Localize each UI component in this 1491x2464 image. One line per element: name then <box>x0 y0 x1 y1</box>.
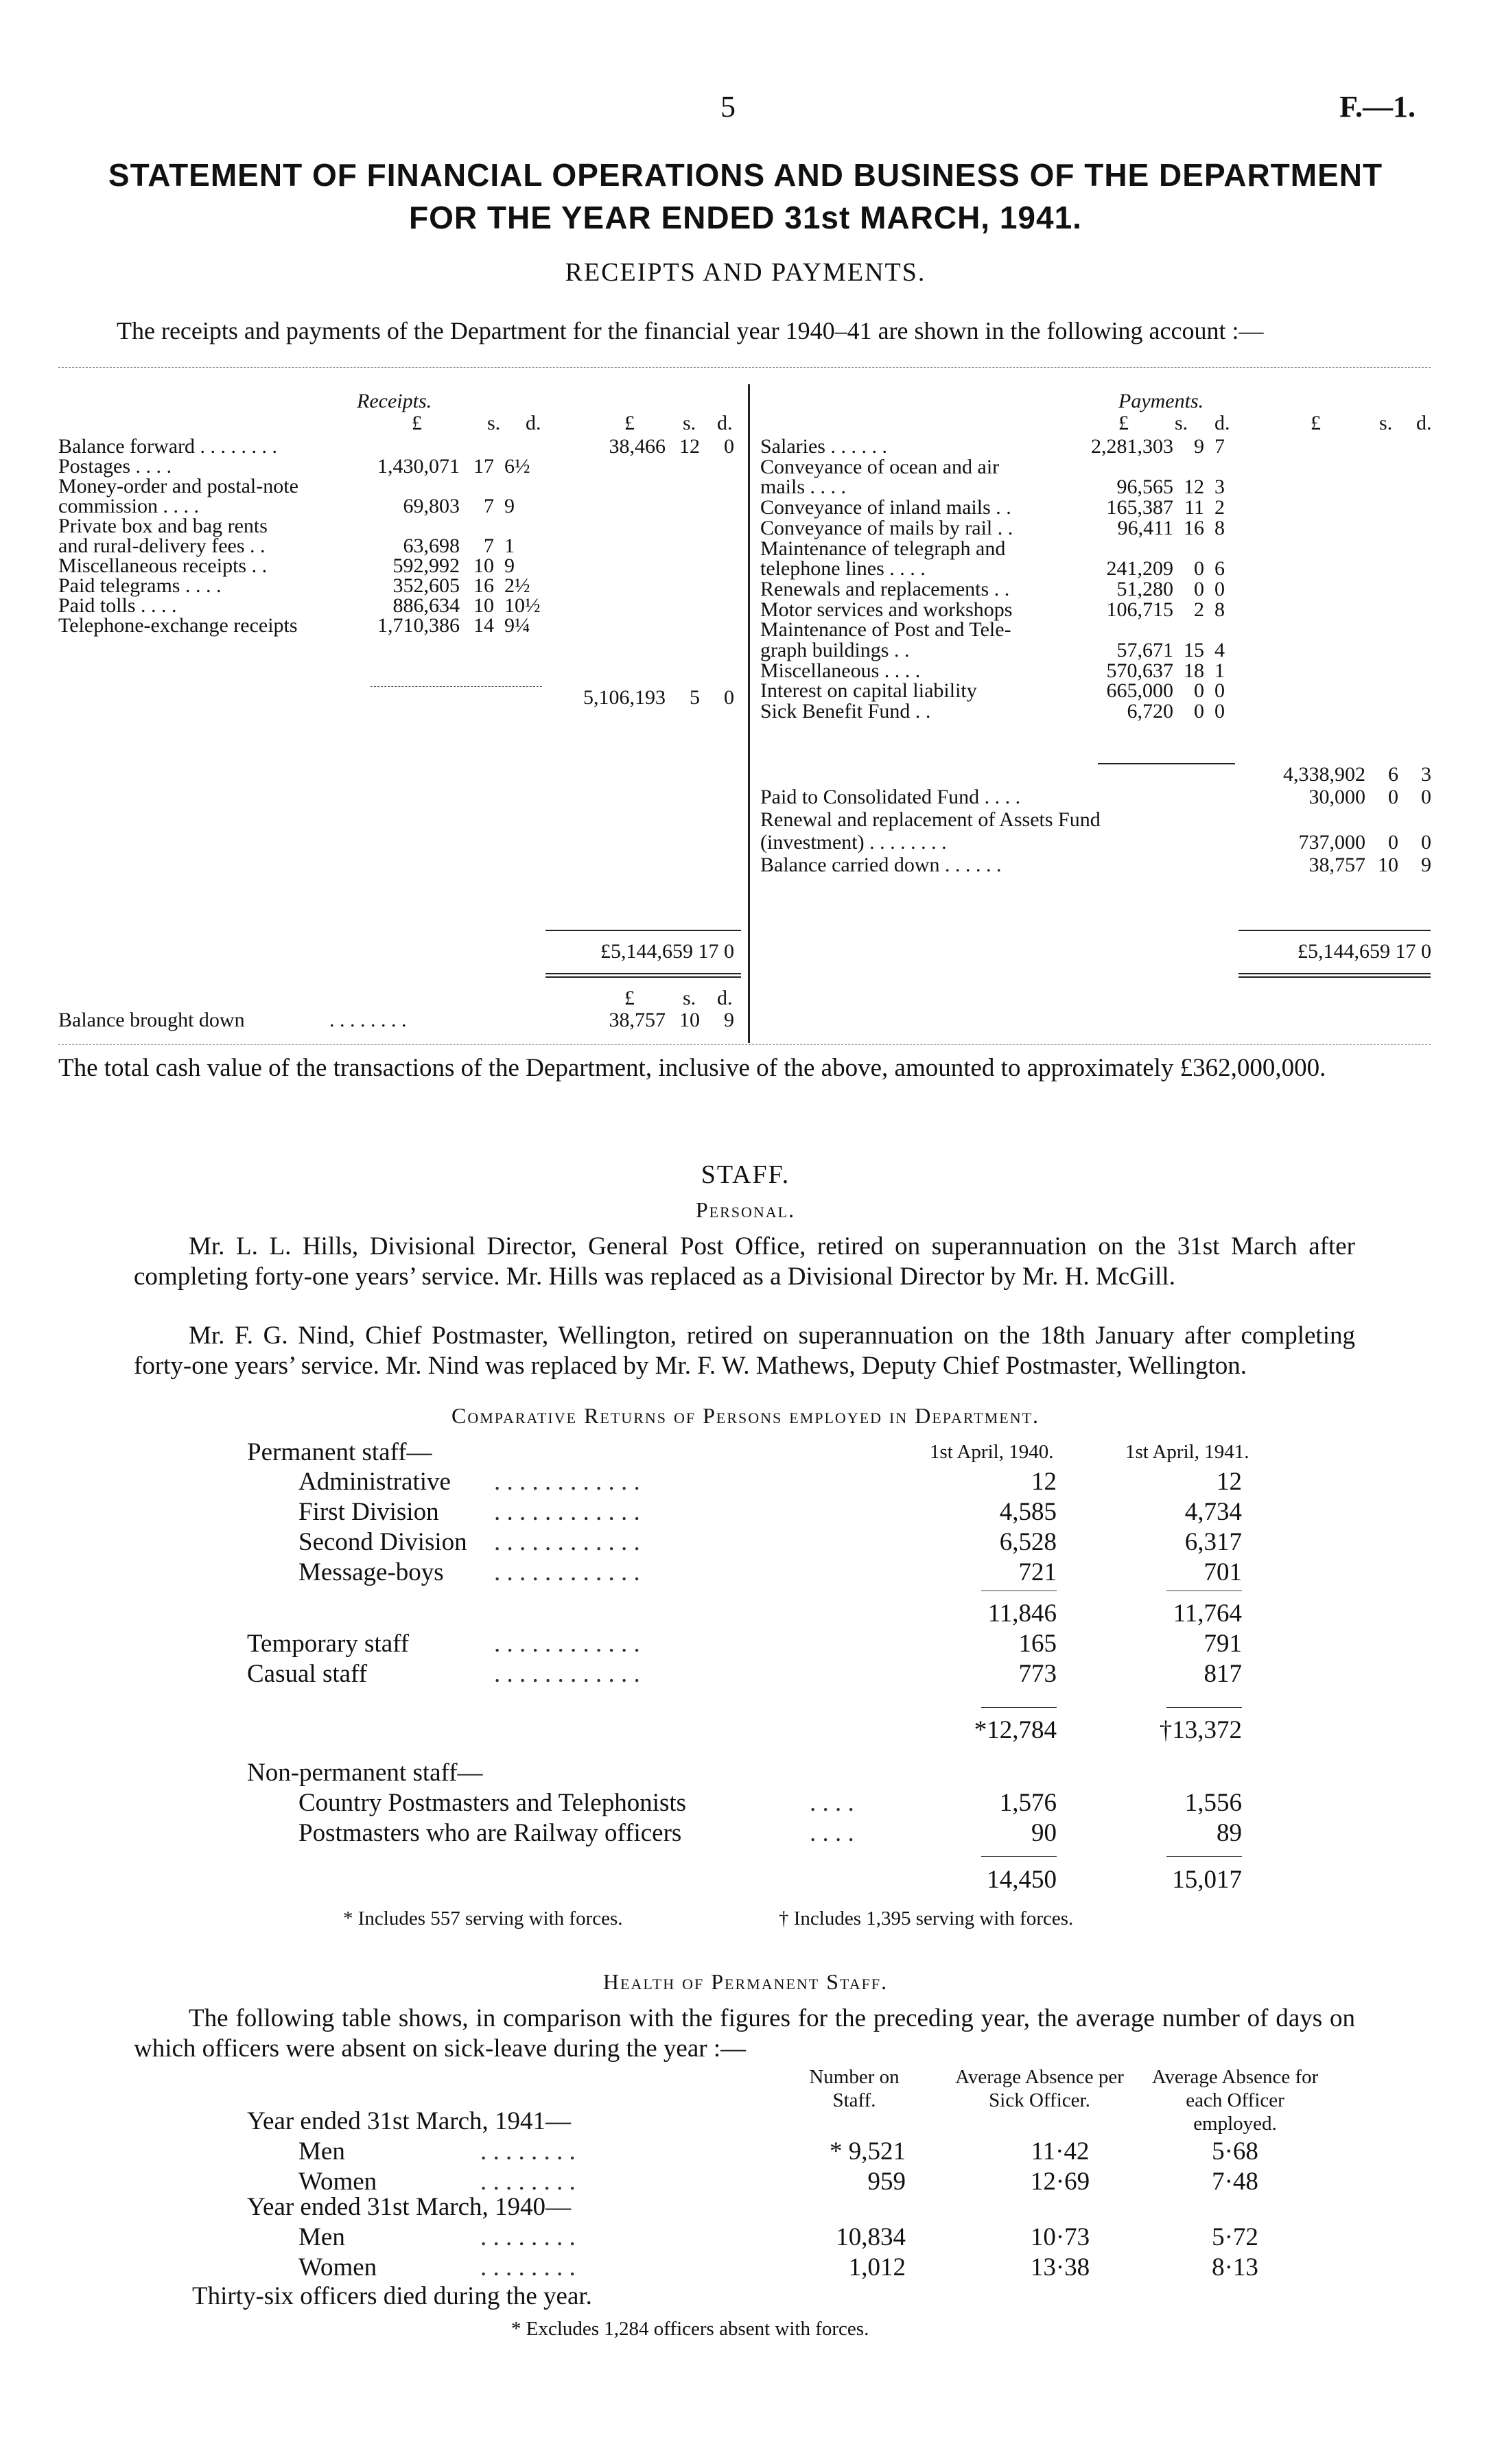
health-staff-number: 1,012 <box>848 2253 906 2281</box>
payment-pounds: 2,281,303 <box>1091 435 1173 458</box>
health-avg-per-officer: 7·48 <box>1212 2168 1258 2196</box>
payment-pounds: 106,715 <box>1106 598 1173 621</box>
payment-pounds: 57,671 <box>1116 639 1173 661</box>
leader-dots: . . . . . . . . <box>480 2137 576 2166</box>
receipt-pounds: 69,803 <box>403 495 460 517</box>
payment-pence: 7 <box>1214 435 1225 458</box>
payments-col-pound-2: £ <box>1311 412 1321 434</box>
payment-label: Salaries . . . . . . <box>760 435 887 458</box>
payment-pence: 4 <box>1214 639 1225 661</box>
payments-col-pence-1: d. <box>1214 412 1230 434</box>
payments-col-shilling-2: s. <box>1379 412 1393 434</box>
leader-dots: . . . . <box>810 1789 854 1817</box>
receipt-shillings: 17 <box>473 455 494 478</box>
grand-rule-1940 <box>981 1856 1057 1857</box>
receipt-shillings: 10 <box>473 594 494 617</box>
staff-category-label: Message-boys <box>298 1558 444 1586</box>
account-bottom-rule <box>58 1044 1431 1045</box>
receipts-col-pence-1: d. <box>526 412 541 434</box>
health-staff-number: 959 <box>867 2168 906 2196</box>
payment-pence: 2 <box>1214 496 1225 519</box>
leader-dots: . . . . . . . . . . . . <box>494 1498 640 1526</box>
title-line-2: FOR THE YEAR ENDED 31st MARCH, 1941. <box>409 200 1082 235</box>
receipt-label: Paid tolls . . . . <box>58 594 177 617</box>
receipt-shillings: 7 <box>484 535 494 557</box>
health-sex-label: Women <box>298 2168 377 2196</box>
balance-brought-down-label: Balance brought down <box>58 1009 245 1031</box>
receipt-label: Paid telegrams . . . . <box>58 574 222 597</box>
leader-dots: . . . . . . . . <box>480 2223 576 2251</box>
payment-label: Conveyance of inland mails . . <box>760 496 1011 519</box>
receipt-pounds: 592,992 <box>392 554 460 577</box>
receipt-shillings: 10 <box>473 554 494 577</box>
health-sex-label: Men <box>298 2223 345 2251</box>
subtotal-rule-1940 <box>981 1707 1057 1708</box>
receipt-pence: 6½ <box>504 455 530 478</box>
payment-pounds: 665,000 <box>1106 679 1173 703</box>
balance-forward-pence: 0 <box>724 435 734 458</box>
payment-pounds: 96,411 <box>1117 516 1173 539</box>
health-year-label: Year ended 31st March, 1940— <box>247 2193 572 2221</box>
receipt-pence: 9¼ <box>504 614 530 637</box>
receipt-pounds: 1,430,071 <box>377 455 460 478</box>
leader-dots: . . . . . . . . . . . . <box>494 1558 640 1586</box>
leader-dots: . . . . . . . . . . . . <box>494 1468 640 1496</box>
payment-shillings: 0 <box>1194 700 1204 723</box>
health-year-label: Year ended 31st March, 1941— <box>247 2107 572 2135</box>
payment-shillings: 0 <box>1194 577 1204 600</box>
payment-shillings: 9 <box>1194 435 1204 458</box>
balance-brought-down-dots: . . . . . . . . <box>329 1009 407 1031</box>
staff-count-1941: 1,556 <box>1184 1789 1242 1817</box>
payment-pence: 0 <box>1214 679 1225 703</box>
health-sex-label: Men <box>298 2137 345 2166</box>
staff-count-1941: 701 <box>1204 1558 1242 1586</box>
personal-heading: Personal. <box>695 1197 796 1222</box>
permanent-total-1941: 11,764 <box>1173 1599 1242 1628</box>
balance-forward-shillings: 12 <box>679 435 700 458</box>
receipt-shillings: 14 <box>473 614 494 637</box>
receipt-pounds: 1,710,386 <box>377 614 460 637</box>
payment-other-label: Balance carried down . . . . . . <box>760 854 1002 876</box>
staff-category-label: Second Division <box>298 1528 467 1556</box>
payment-other-shillings: 0 <box>1388 831 1398 854</box>
payment-pence: 3 <box>1214 476 1225 499</box>
staff-count-1940: 12 <box>1031 1468 1057 1496</box>
receipts-col-pence-2: d. <box>717 412 733 434</box>
payment-other-shillings: 10 <box>1378 854 1398 876</box>
payments-subtotal-pence: 3 <box>1421 763 1431 786</box>
payment-other-pence: 9 <box>1421 854 1431 876</box>
payment-label: Interest on capital liability <box>760 679 977 703</box>
payment-shillings: 15 <box>1184 639 1204 661</box>
leader-dots: . . . . . . . . . . . . <box>494 1660 640 1688</box>
comparative-footnote-1: * Includes 557 serving with forces. <box>343 1908 623 1929</box>
bbd-col-shilling: s. <box>683 987 696 1009</box>
payment-label: Motor services and workshops <box>760 598 1013 621</box>
payment-pounds: 51,280 <box>1116 577 1173 600</box>
payment-label: graph buildings . . <box>760 639 910 661</box>
payment-pounds: 241,209 <box>1106 557 1173 580</box>
subtitle: RECEIPTS AND PAYMENTS. <box>565 258 926 287</box>
permanent-staff-label: Permanent staff— <box>247 1438 432 1466</box>
leader-dots: . . . . <box>810 1819 854 1847</box>
health-avg-per-sick: 10·73 <box>1030 2223 1090 2251</box>
payments-grand-total: £5,144,659 17 0 <box>1298 940 1431 963</box>
payment-other-pounds: 38,757 <box>1308 854 1365 876</box>
receipt-pounds: 63,698 <box>403 535 460 557</box>
staff-count-1940: 773 <box>1018 1660 1057 1688</box>
leader-dots: . . . . . . . . <box>480 2253 576 2281</box>
health-col-per-officer: Average Absence for each Officer employed. <box>1151 2066 1319 2135</box>
grand-rule-1941 <box>1166 1856 1242 1857</box>
receipts-col-pound-1: £ <box>412 412 422 434</box>
payments-subtotal-pounds: 4,338,902 <box>1283 763 1365 786</box>
staff-count-1941: 4,734 <box>1184 1498 1242 1526</box>
payment-pence: 8 <box>1214 516 1225 539</box>
staff-count-1940: 6,528 <box>999 1528 1057 1556</box>
staff-count-1941: 817 <box>1204 1660 1242 1688</box>
health-avg-per-sick: 13·38 <box>1030 2253 1090 2281</box>
payment-shillings: 0 <box>1194 557 1204 580</box>
receipts-total-rule-top <box>545 930 741 931</box>
payment-label: Maintenance of Post and Tele- <box>760 618 1011 642</box>
grand-total-1941: 15,017 <box>1172 1866 1242 1894</box>
health-avg-per-officer: 5·72 <box>1212 2223 1258 2251</box>
payment-label: Renewals and replacements . . <box>760 577 1010 600</box>
balance-forward-pounds: 38,466 <box>609 435 666 458</box>
cash-value-text: The total cash value of the transactions of the Department, inclusive of the above, amounted to approximately £362,000,000. <box>58 1054 1326 1082</box>
receipts-subtotal-shillings: 5 <box>690 686 700 709</box>
page-number: 5 <box>720 90 736 124</box>
health-col-per-sick: Average Absence per Sick Officer. <box>955 2066 1124 2111</box>
comparative-heading: Comparative Returns of Persons employed in Department. <box>451 1403 1040 1428</box>
balance-brought-down-pounds: 38,757 <box>609 1009 666 1031</box>
leader-dots: . . . . . . . . . . . . <box>494 1528 640 1556</box>
comparative-footnote-2: † Includes 1,395 serving with forces. <box>779 1908 1074 1929</box>
grand-total-1940: 14,450 <box>987 1866 1057 1894</box>
receipt-pence: 9 <box>504 554 515 577</box>
receipt-label: Telephone-exchange receipts <box>58 614 298 637</box>
intro-text: The receipts and payments of the Department for the financial year 1940–41 are shown in the following account :— <box>117 317 1264 344</box>
payment-pounds: 6,720 <box>1127 700 1173 723</box>
nonpermanent-staff-label: Non-permanent staff— <box>247 1759 483 1787</box>
health-intro: The following table shows, in comparison with the figures for the preceding year, the average number of days on which officers were absent on sick-leave during the year :— <box>134 2004 1355 2063</box>
health-footnote: * Excludes 1,284 officers absent with forces. <box>511 2318 869 2340</box>
payments-col-shilling-1: s. <box>1175 412 1188 434</box>
payment-pence: 6 <box>1214 557 1225 580</box>
payment-shillings: 18 <box>1184 659 1204 682</box>
intro-rule <box>58 367 1431 368</box>
receipt-pence: 10½ <box>504 594 541 617</box>
leader-dots: . . . . . . . . . . . . <box>494 1630 640 1658</box>
receipt-pence: 9 <box>504 495 515 517</box>
payment-shillings: 16 <box>1184 516 1204 539</box>
payment-shillings: 0 <box>1194 679 1204 703</box>
staff-count-1941: 6,317 <box>1184 1528 1242 1556</box>
account-divider <box>748 384 750 1043</box>
staff-heading: STAFF. <box>701 1160 790 1189</box>
payment-label: Conveyance of mails by rail . . <box>760 516 1013 539</box>
payment-label: Conveyance of ocean and air <box>760 455 1000 478</box>
receipts-col-pound-2: £ <box>624 412 635 434</box>
receipt-label: Postages . . . . <box>58 455 172 478</box>
staff-count-1940: 165 <box>1018 1630 1057 1658</box>
receipts-grand-total: £5,144,659 17 0 <box>600 940 734 963</box>
payments-subtotal-shillings: 6 <box>1388 763 1398 786</box>
payment-other-pence: 0 <box>1421 831 1431 854</box>
payments-subtotal-rule <box>1098 763 1235 764</box>
staff-count-1941: 89 <box>1217 1819 1242 1847</box>
staff-count-1941: 12 <box>1217 1468 1242 1496</box>
receipts-subtotal-pence: 0 <box>724 686 734 709</box>
payment-label: Maintenance of telegraph and <box>760 537 1006 560</box>
payment-other-shillings: 0 <box>1388 786 1398 808</box>
payment-pence: 0 <box>1214 577 1225 600</box>
health-avg-per-officer: 5·68 <box>1212 2137 1258 2166</box>
payment-other-pounds: 737,000 <box>1298 831 1365 854</box>
receipts-col-shilling-2: s. <box>683 412 696 434</box>
balance-brought-down-pence: 9 <box>724 1009 734 1031</box>
payment-label: Miscellaneous . . . . <box>760 659 921 682</box>
payment-shillings: 11 <box>1184 496 1204 519</box>
payment-other-pence: 0 <box>1421 786 1431 808</box>
health-avg-per-sick: 11·42 <box>1031 2137 1090 2166</box>
health-staff-number: * 9,521 <box>830 2137 906 2166</box>
receipts-subtotal-rule <box>371 686 542 687</box>
payment-other-label: (investment) . . . . . . . . <box>760 831 947 854</box>
staff-count-1941: 791 <box>1204 1630 1242 1658</box>
receipts-total-rule-bottom <box>545 973 741 974</box>
receipts-col-shilling-1: s. <box>487 412 501 434</box>
staff-category-label: Temporary staff <box>247 1630 410 1658</box>
payment-label: Sick Benefit Fund . . <box>760 700 931 723</box>
receipt-label: Money-order and postal-note <box>58 475 298 497</box>
receipts-heading: Receipts. <box>357 390 432 412</box>
payments-col-pound-1: £ <box>1118 412 1129 434</box>
payment-shillings: 2 <box>1194 598 1204 621</box>
payment-pence: 0 <box>1214 700 1225 723</box>
receipt-label: Balance forward . . . . . . . . <box>58 435 278 458</box>
receipt-shillings: 16 <box>473 574 494 597</box>
staff-category-label: Casual staff <box>247 1660 368 1688</box>
receipt-pence: 2½ <box>504 574 530 597</box>
receipt-label: commission . . . . <box>58 495 200 517</box>
payment-other-label: Renewal and replacement of Assets Fund <box>760 808 1101 831</box>
staff-count-1940: 90 <box>1031 1819 1057 1847</box>
payment-pounds: 96,565 <box>1116 476 1173 499</box>
payment-label: mails . . . . <box>760 476 846 499</box>
permanent-total-1940: 11,846 <box>987 1599 1057 1628</box>
payment-pence: 8 <box>1214 598 1225 621</box>
payment-pence: 1 <box>1214 659 1225 682</box>
receipt-label: and rural-delivery fees . . <box>58 535 266 557</box>
bbd-col-pound: £ <box>624 987 635 1009</box>
payments-total-rule-bottom-2 <box>1238 976 1431 978</box>
receipt-shillings: 7 <box>484 495 494 517</box>
payment-shillings: 12 <box>1184 476 1204 499</box>
health-avg-per-officer: 8·13 <box>1212 2253 1258 2281</box>
payments-heading: Payments. <box>1118 390 1204 412</box>
bbd-col-pence: d. <box>717 987 733 1009</box>
payments-total-rule-top <box>1238 930 1431 931</box>
balance-brought-down-shillings: 10 <box>679 1009 700 1031</box>
receipts-subtotal-pounds: 5,106,193 <box>583 686 666 709</box>
document-reference: F.—1. <box>1339 90 1416 124</box>
health-col-staff: Number on Staff. <box>809 2066 900 2111</box>
leader-dots: . . . . . . . . <box>480 2168 576 2196</box>
payments-col-pence-2: d. <box>1416 412 1432 434</box>
officers-died-text: Thirty-six officers died during the year. <box>192 2282 592 2310</box>
staff-category-label: Administrative <box>298 1468 451 1496</box>
payment-other-pounds: 30,000 <box>1308 786 1365 808</box>
payment-pounds: 165,387 <box>1106 496 1173 519</box>
staff-paragraph-2: Mr. F. G. Nind, Chief Postmaster, Wellington, retired on superannuation on the 18th January after completing forty-one years’ service. Mr. Nind was replaced by Mr. F. W. Mathews, Deputy Chief Postmaster, Wellington. <box>134 1322 1355 1380</box>
receipt-pounds: 886,634 <box>392 594 460 617</box>
subtotal-1940: *12,784 <box>974 1716 1057 1744</box>
staff-count-1940: 4,585 <box>999 1498 1057 1526</box>
health-sex-label: Women <box>298 2253 377 2281</box>
title-line-1: STATEMENT OF FINANCIAL OPERATIONS AND BUSINESS OF THE DEPARTMENT <box>108 157 1383 193</box>
health-staff-number: 10,834 <box>836 2223 906 2251</box>
payment-pounds: 570,637 <box>1106 659 1173 682</box>
receipts-total-rule-bottom-2 <box>545 976 741 978</box>
comparative-col-1940: 1st April, 1940. <box>930 1441 1054 1463</box>
receipt-label: Miscellaneous receipts . . <box>58 554 268 577</box>
staff-category-label: Country Postmasters and Telephonists <box>298 1789 687 1817</box>
subtotal-rule-1941 <box>1166 1707 1242 1708</box>
comparative-col-1941: 1st April, 1941. <box>1125 1441 1249 1463</box>
payment-label: telephone lines . . . . <box>760 557 926 580</box>
staff-category-label: Postmasters who are Railway officers <box>298 1819 682 1847</box>
payment-other-label: Paid to Consolidated Fund . . . . <box>760 786 1021 808</box>
receipt-pence: 1 <box>504 535 515 557</box>
subtotal-1941: †13,372 <box>1159 1716 1242 1744</box>
staff-count-1940: 721 <box>1018 1558 1057 1586</box>
receipt-pounds: 352,605 <box>392 574 460 597</box>
receipt-label: Private box and bag rents <box>58 515 268 537</box>
staff-count-1940: 1,576 <box>999 1789 1057 1817</box>
staff-paragraph-1: Mr. L. L. Hills, Divisional Director, General Post Office, retired on superannuation on the 31st March after completing forty-one years’ service. Mr. Hills was replaced as a Divisional Director by Mr. H. McGill. <box>134 1232 1355 1291</box>
health-heading: Health of Permanent Staff. <box>602 1969 889 1994</box>
health-avg-per-sick: 12·69 <box>1030 2168 1090 2196</box>
staff-category-label: First Division <box>298 1498 439 1526</box>
payments-total-rule-bottom <box>1238 973 1431 974</box>
